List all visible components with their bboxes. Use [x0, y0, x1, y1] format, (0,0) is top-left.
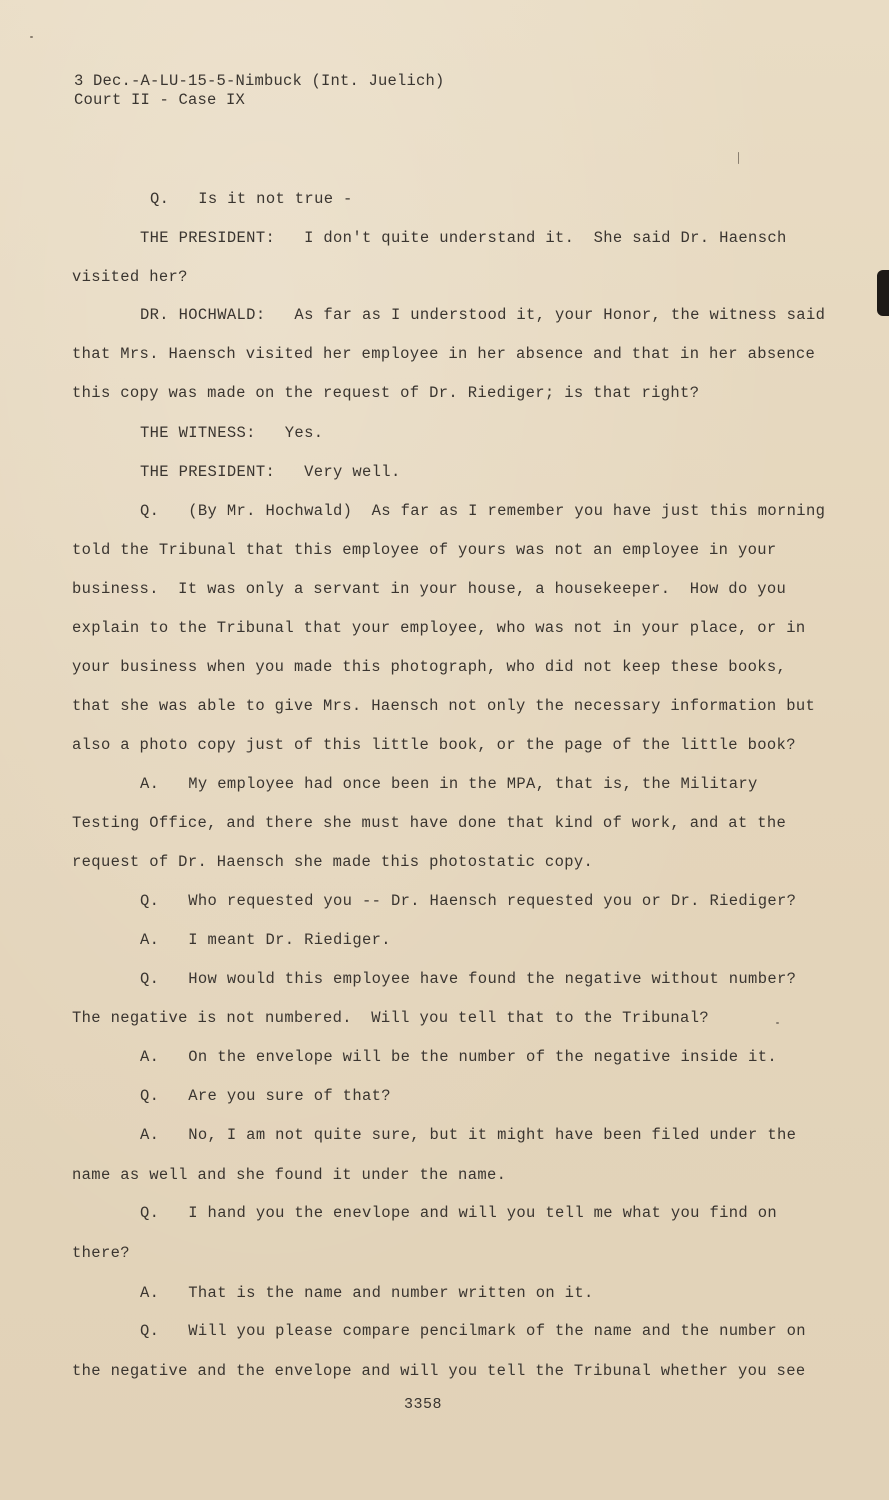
header-case-reference: 3 Dec.-A-LU-15-5-Nimbuck (Int. Juelich) — [74, 72, 445, 90]
transcript-line: The negative is not numbered. Will you tell that to the Tribunal? — [72, 1009, 709, 1027]
transcript-line: the negative and the envelope and will you tell the Tribunal whether you see — [72, 1362, 806, 1380]
transcript-line: request of Dr. Haensch she made this photostatic copy. — [72, 853, 594, 871]
transcript-line: told the Tribunal that this employee of yours was not an employee in your — [72, 541, 777, 559]
paper-speck — [776, 1022, 779, 1024]
transcript-line: THE PRESIDENT: Very well. — [140, 463, 401, 481]
transcript-line: explain to the Tribunal that your employee, who was not in your place, or in — [72, 619, 806, 637]
transcript-line: your business when you made this photograph, who did not keep these books, — [72, 658, 787, 676]
transcript-line: THE PRESIDENT: I don't quite understand it. She said Dr. Haensch — [140, 229, 787, 247]
transcript-line: Q. Who requested you -- Dr. Haensch requested you or Dr. Riediger? — [140, 892, 797, 910]
transcript-line: DR. HOCHWALD: As far as I understood it, your Honor, the witness said — [140, 306, 826, 324]
transcript-line: there? — [72, 1244, 130, 1262]
binding-edge-mark — [877, 270, 889, 316]
paper-speck — [738, 152, 739, 164]
transcript-line: A. My employee had once been in the MPA, that is, the Military — [140, 775, 758, 793]
header-court: Court II - Case IX — [74, 91, 246, 109]
transcript-line: this copy was made on the request of Dr. Riediger; is that right? — [72, 384, 700, 402]
transcript-line: Q. How would this employee have found the negative without number? — [140, 970, 797, 988]
transcript-line: that she was able to give Mrs. Haensch not only the necessary information but — [72, 697, 816, 715]
transcript-line: Q. I hand you the enevlope and will you tell me what you find on — [140, 1204, 777, 1222]
transcript-line: A. No, I am not quite sure, but it might have been filed under the — [140, 1126, 797, 1144]
transcript-line: A. I meant Dr. Riediger. — [140, 931, 391, 949]
transcript-line: name as well and she found it under the name. — [72, 1166, 507, 1184]
document-header — [74, 72, 445, 110]
transcript-line: A. That is the name and number written on it. — [140, 1284, 594, 1302]
transcript-line: visited her? — [72, 268, 188, 286]
transcript-line: Q. Are you sure of that? — [140, 1087, 391, 1105]
transcript-line: also a photo copy just of this little book, or the page of the little book? — [72, 736, 796, 754]
transcript-line: business. It was only a servant in your house, a housekeeper. How do you — [72, 580, 787, 598]
transcript-line: A. On the envelope will be the number of the negative inside it. — [140, 1048, 777, 1066]
paper-speck — [30, 36, 33, 38]
transcript-line: Q. (By Mr. Hochwald) As far as I remember you have just this morning — [140, 502, 826, 520]
transcript-line: Testing Office, and there she must have done that kind of work, and at the — [72, 814, 787, 832]
transcript-line: Q. Is it not true - — [150, 190, 353, 208]
transcript-line: Q. Will you please compare pencilmark of the name and the number on — [140, 1322, 806, 1340]
page-number: 3358 — [404, 1396, 443, 1413]
transcript-line: that Mrs. Haensch visited her employee in her absence and that in her absence — [72, 345, 816, 363]
transcript-line: THE WITNESS: Yes. — [140, 424, 324, 442]
